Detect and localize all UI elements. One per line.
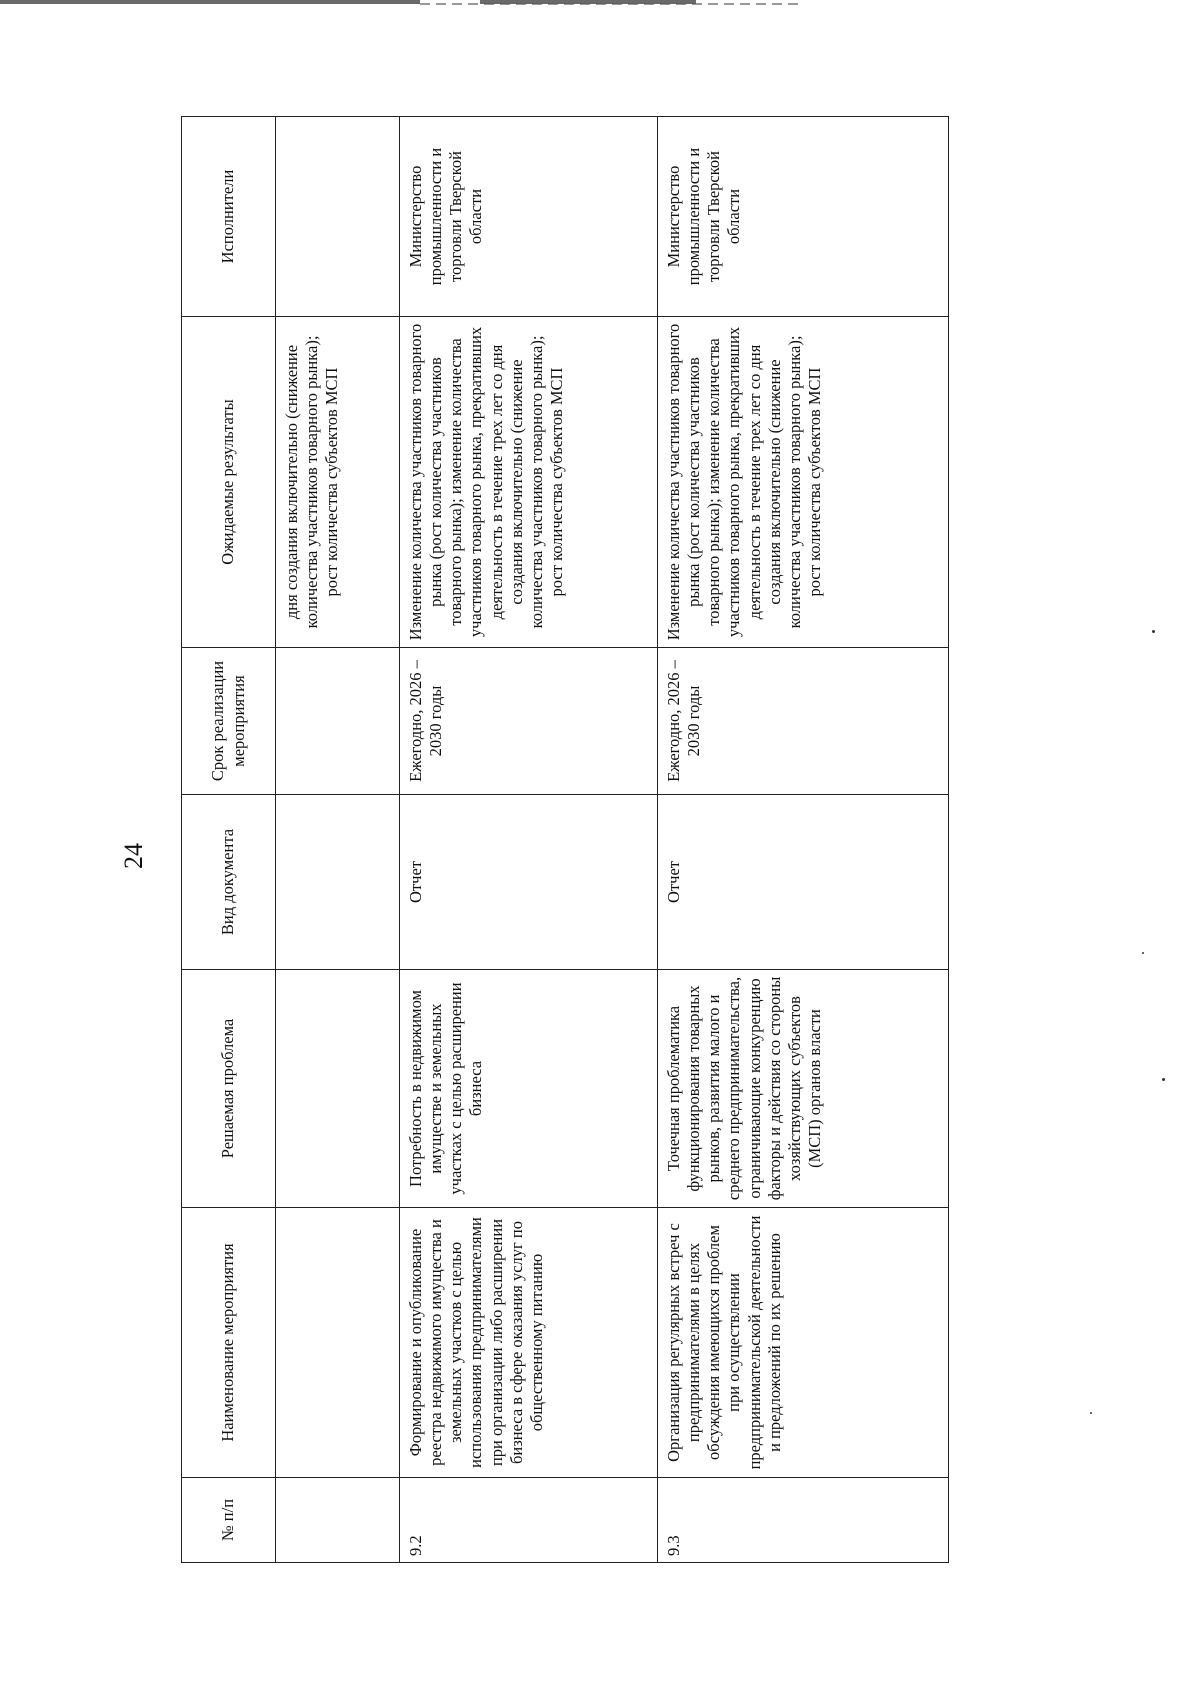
cell-name bbox=[276, 1208, 400, 1478]
cell-doc-type: Отчет bbox=[658, 795, 949, 970]
scan-speck bbox=[1090, 1412, 1092, 1414]
cell-executors bbox=[276, 117, 400, 317]
scan-speck bbox=[1152, 630, 1155, 633]
scan-speck bbox=[1142, 952, 1144, 954]
cell-num bbox=[276, 1478, 400, 1563]
cell-deadline bbox=[276, 648, 400, 795]
page-number: 24 bbox=[119, 843, 148, 869]
cell-num: 9.2 bbox=[400, 1478, 658, 1563]
header-deadline: Срок реализации мероприятия bbox=[182, 648, 276, 795]
header-num: № п/п bbox=[182, 1478, 276, 1563]
header-doc-type: Вид документа bbox=[182, 795, 276, 970]
header-problem: Решаемая проблема bbox=[182, 970, 276, 1208]
header-executors: Исполнители bbox=[182, 117, 276, 317]
cell-num: 9.3 bbox=[658, 1478, 949, 1563]
header-name: Наименование мероприятия bbox=[182, 1208, 276, 1478]
scan-speck bbox=[1162, 1078, 1165, 1081]
cell-name: Формирование и опубликование реестра недвижимого имущества и земельных участков с целью использования предпринимателями при организации либо расширении бизнеса в сфере оказания услуг по общественному питанию bbox=[400, 1208, 658, 1478]
scan-artifact-dots bbox=[420, 3, 800, 5]
table-row bbox=[400, 117, 658, 1563]
cell-deadline: Ежегодно, 2026 – 2030 годы bbox=[658, 648, 949, 795]
measures-table bbox=[181, 116, 949, 1563]
cell-results: дня создания включительно (снижение количества участников товарного рынка); рост количества субъектов МСП bbox=[276, 317, 400, 648]
table-row bbox=[658, 117, 949, 1563]
rotated-table-container bbox=[181, 117, 948, 1563]
cell-results: Изменение количества участников товарного рынка (рост количества участников товарного рынка); изменение количества участников товарного рынка, прекративших деятельность в течение трех лет со дня создания включительно (снижение количества участников товарного рынка); рост количества субъектов МСП bbox=[658, 317, 949, 648]
table-header-row bbox=[182, 117, 276, 1563]
cell-problem: Потребность в недвижимом имуществе и земельных участках с целью расширении бизнеса bbox=[400, 970, 658, 1208]
cell-results: Изменение количества участников товарного рынка (рост количества участников товарного рынка); изменение количества участников товарного рынка, прекративших деятельность в течение трех лет со дня создания включительно (снижение количества участников товарного рынка); рост количества субъектов МСП bbox=[400, 317, 658, 648]
cell-problem bbox=[276, 970, 400, 1208]
cell-problem: Точечная проблематика функционирования товарных рынков, развития малого и среднего предпринимательства, ограничивающие конкуренцию факторы и действия со стороны хозяйствующих субъектов (МСП) органов власти bbox=[658, 970, 949, 1208]
cell-executors: Министерство промышленности и торговли Тверской области bbox=[400, 117, 658, 317]
header-results: Ожидаемые результаты bbox=[182, 317, 276, 648]
cell-name: Организация регулярных встреч с предпринимателями в целях обсуждения имеющихся проблем при осуществлении предпринимательской деятельности и предложений по их решению bbox=[658, 1208, 949, 1478]
cell-doc-type bbox=[276, 795, 400, 970]
cell-executors: Министерство промышленности и торговли Тверской области bbox=[658, 117, 949, 317]
cell-doc-type: Отчет bbox=[400, 795, 658, 970]
table-row bbox=[276, 117, 400, 1563]
cell-deadline: Ежегодно, 2026 – 2030 годы bbox=[400, 648, 658, 795]
